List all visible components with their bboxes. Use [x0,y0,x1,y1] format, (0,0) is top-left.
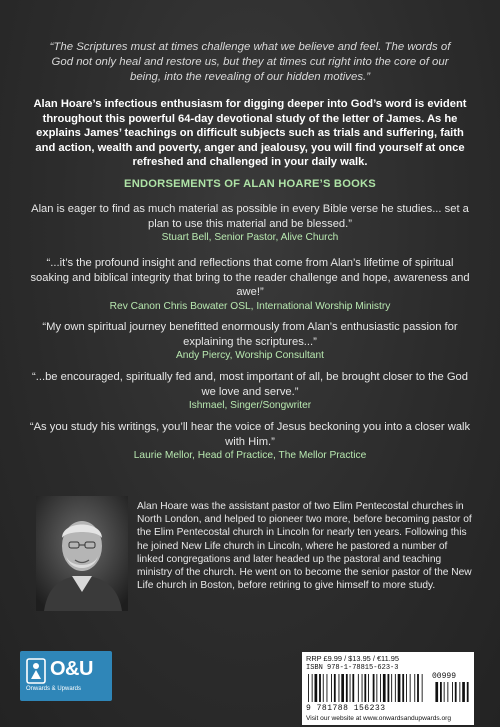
endorsement-5 [28,420,472,462]
endorsement-4 [28,370,472,412]
isbn-number: ISBN 978-1-78815-623-3 [306,664,399,672]
publisher-name: O&U [50,658,93,680]
author-biography: Alan Hoare was the assistant pastor of two Elim Pentecostal churches in North London, and helped to pioneer two more, before becoming pastor of the Elim Pentecostal church in Lincoln for nearly ten years. Following this he joined New Life church in Lincoln, where he pastored a number of linked congregations and later headed up the pastoral and teaching ministry of the church. He went on to become the senior pastor of the New Life church in Boston, before retiring to give himself to more study. [137,501,472,592]
publisher-logo [20,651,112,701]
endorsement-text: “As you study his writings, you’ll hear the voice of Jesus beckoning you into a closer walk with Him.” [29,421,471,448]
back-cover-quote: “The Scriptures must at times challenge what we believe and feel. The words of God not only heal and restore us, but they at times cut right into the core of our being, into the revealing of our hidden motives.” [49,41,451,83]
endorsement-text: “...it’s the profound insight and reflections that come from Alan’s lifetime of spiritual soaking and biblical integrity that bring to the reader challenge and hope, awareness and awe!” [30,257,470,299]
endorsement-1 [28,202,472,244]
retail-price: RRP £9.99 / $13.95 / €11.95 [306,654,399,663]
publisher-person-icon [26,658,46,684]
endorsement-author: Andy Piercy, Worship Consultant [176,350,324,362]
barcode-addon-digits: 00999 [432,672,457,681]
book-description: Alan Hoare’s infectious enthusiasm for digging deeper into God’s word is evident throughout this powerful 64-day devotional study of the letter of James. As he explains James’ teachings on difficult subjects such as trials and suffering, faith and action, wealth and poverty, anger and jealousy, you will find yourself at once refreshed and challenged in your daily walk. [33,98,467,169]
endorsement-text: Alan is eager to find as much material as possible in every Bible verse he studies... set a plan to use this material and be blessed.” [31,203,469,230]
endorsement-author: Rev Canon Chris Bowater OSL, International Worship Ministry [109,300,391,312]
author-photo [36,496,128,611]
endorsement-text: “...be encouraged, spiritually fed and, most important of all, be brought closer to the God we love and serve.” [32,371,468,398]
endorsement-author: Ishmael, Singer/Songwriter [188,400,312,412]
endorsement-text: “My own spiritual journey benefitted enormously from Alan’s enthusiastic passion for explaining the scriptures...” [42,321,458,348]
endorsements-heading: ENDORSEMENTS OF ALAN HOARE’S BOOKS [124,178,376,190]
publisher-tagline: Onwards & Upwards [26,686,82,692]
endorsement-author: Laurie Mellor, Head of Practice, The Mellor Practice [133,450,367,462]
endorsement-3 [28,320,472,362]
barcode-ean-digits: 9 781788 156233 [306,704,386,713]
endorsement-author: Stuart Bell, Senior Pastor, Alive Church [161,232,339,244]
endorsement-2 [28,256,472,313]
publisher-website: Visit our website at www.onwardsandupwards.org [306,715,452,722]
barcode-panel [302,652,474,725]
author-portrait-illustration [36,496,128,611]
